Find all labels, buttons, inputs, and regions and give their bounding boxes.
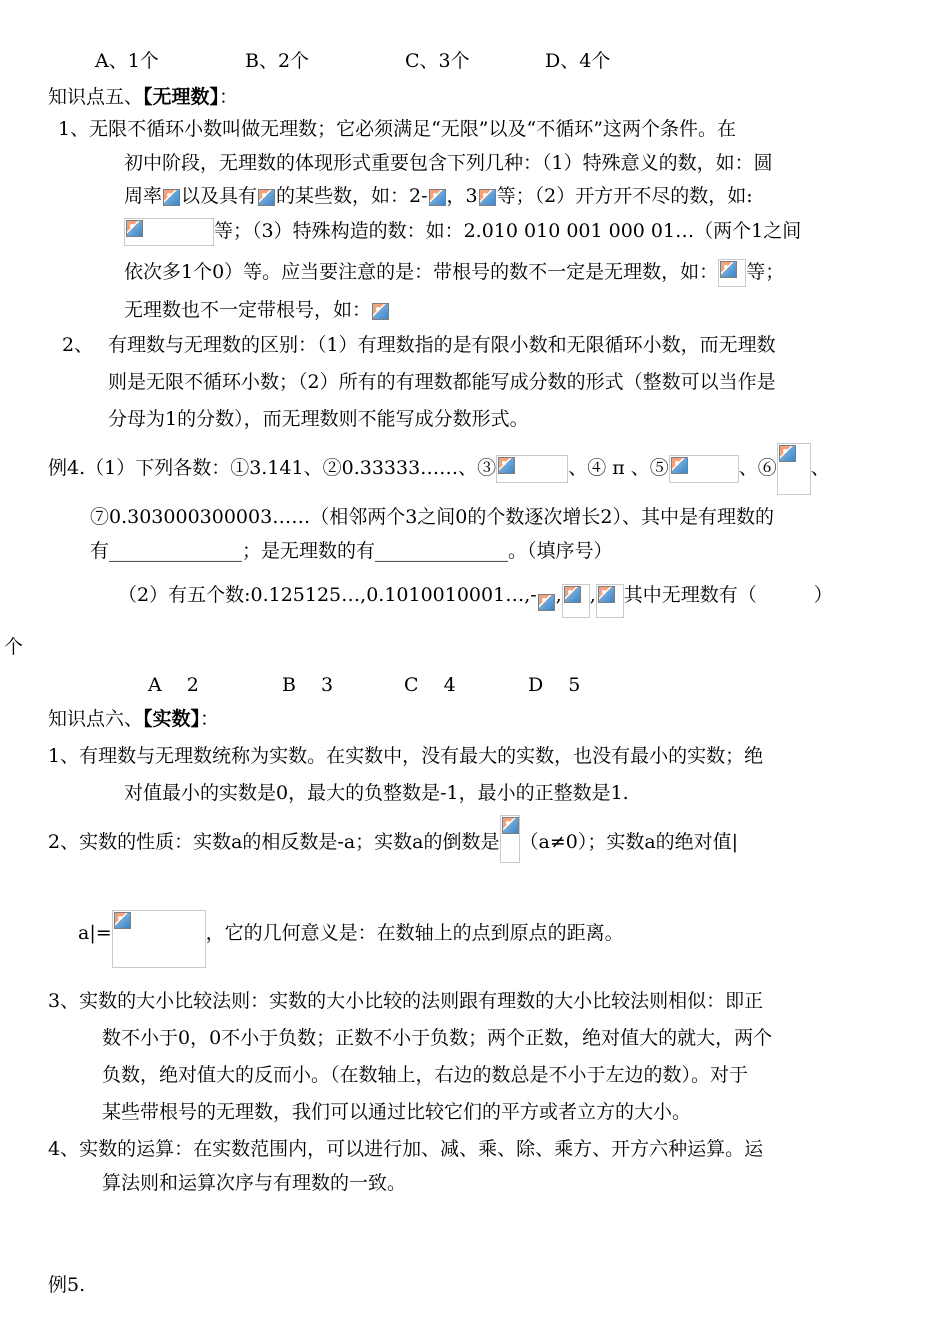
broken-image-icon: [598, 586, 615, 603]
text-fragment: 等；（2）开方开不尽的数，如:: [496, 185, 753, 207]
broken-image-icon: [126, 220, 143, 237]
option-c: C、3个: [405, 50, 470, 72]
text-fragment: 、: [810, 457, 830, 479]
s6-item4-line2: 算法则和运算次序与有理数的一致。: [102, 1172, 407, 1194]
section6-heading-bracket: 【实数】: [143, 708, 201, 730]
formula-image-pi3: [428, 188, 447, 207]
ex4-q2: [118, 574, 833, 618]
s6-item3-line3: 负数，绝对值大的反而小。（在数轴上，右边的数总是不小于左边的数）。对于: [102, 1064, 749, 1086]
broken-image-icon: [671, 457, 688, 474]
formula-image-q2-2: [562, 584, 590, 618]
text-fragment: 、④ π 、⑤: [568, 457, 669, 479]
ex4-line2: ⑦0.303000300003……（相邻两个3之间0的个数逐次增长2）、其中是有理数的: [90, 506, 774, 528]
option-b: B、2个: [245, 50, 310, 72]
s5-item1-line6: [124, 297, 390, 323]
section5-heading-label: 知识点五、: [48, 86, 144, 108]
s5-item2-num: 2、: [62, 334, 94, 356]
formula-image-roots: [124, 218, 214, 246]
broken-image-icon: [498, 457, 515, 474]
broken-image-icon: [538, 594, 555, 611]
broken-image-icon: [114, 912, 131, 929]
formula-image-q2-1: [537, 593, 556, 612]
broken-image-icon: [479, 189, 496, 206]
text-fragment: 等；（3）特殊构造的数：如：2.010 010 001 000 01…（两个1之间: [214, 220, 802, 242]
text-fragment: a|=: [78, 922, 112, 944]
ex4-option-d: D 5: [528, 674, 581, 696]
s6-item3-line4: 某些带根号的无理数，我们可以通过比较它们的平方或者立方的大小。: [102, 1101, 692, 1123]
text-fragment: ，3: [446, 185, 478, 207]
ex4-option-b: B 3: [282, 674, 334, 696]
text-fragment: 例4.（1）下列各数：①3.141、②0.33333……、③: [48, 457, 497, 479]
formula-image-reciprocal: [500, 815, 520, 863]
broken-image-icon: [564, 586, 581, 603]
formula-image-pi5: [371, 302, 390, 321]
text-fragment: ,: [555, 584, 562, 606]
formula-image-pi2: [257, 188, 276, 207]
text-fragment: （2）有五个数:0.125125…,0.1010010001…,-: [118, 584, 537, 606]
formula-image-absolute-value: [112, 910, 206, 968]
formula-image-3: [496, 455, 568, 483]
s5-item2-line2: 则是无限不循环小数；（2）所有的有理数都能写成分数的形式（整数可以当作是: [108, 371, 776, 393]
text-fragment: 依次多1个0）等。应当要注意的是：带根号的数不一定是无理数，如：: [124, 261, 719, 283]
broken-image-icon: [258, 189, 275, 206]
formula-image-q2-3: [596, 584, 624, 618]
ex4-q2-unit: 个: [4, 636, 24, 658]
broken-image-icon: [779, 445, 796, 462]
text-fragment: 周率: [124, 185, 163, 207]
section5-heading-colon: ：: [219, 86, 239, 108]
s6-item2-line1: [48, 829, 738, 863]
s6-item4-line1: 4、实数的运算：在实数范围内，可以进行加、减、乘、除、乘方、开方六种运算。运: [48, 1138, 764, 1160]
broken-image-icon: [720, 261, 737, 278]
text-fragment: 无理数也不一定带根号，如：: [124, 299, 372, 321]
s5-item1-line1: 1、无限不循环小数叫做无理数；它必须满足“无限”以及“不循环”这两个条件。在: [58, 118, 736, 140]
text-fragment: ，它的几何意义是：在数轴上的点到原点的距离。: [205, 922, 624, 944]
s5-item2-line3: 分母为1的分数），而无理数则不能写成分数形式。: [108, 408, 529, 430]
text-fragment: 的某些数，如：2-: [276, 185, 428, 207]
s5-item1-line4: [124, 218, 801, 246]
formula-image-5: [669, 455, 739, 483]
text-fragment: 等；: [746, 261, 785, 283]
s6-item1-line1: 1、有理数与无理数统称为实数。在实数中，没有最大的实数，也没有最小的实数；绝: [48, 745, 764, 767]
section5-heading: [48, 84, 238, 110]
broken-image-icon: [163, 189, 180, 206]
s6-item2-line2: [78, 920, 624, 968]
text-fragment: （a≠0）；实数a的绝对值|: [519, 831, 739, 853]
formula-image-sqrt4: [718, 259, 746, 287]
ex4-line1: [48, 455, 830, 495]
s5-item2-line1: 有理数与无理数的区别：（1）有理数指的是有限小数和无限循环小数，而无理数: [108, 334, 776, 356]
text-fragment: 、⑥: [738, 457, 777, 479]
option-a: A、1个: [95, 50, 159, 72]
ex4-option-a: A 2: [148, 674, 199, 696]
broken-image-icon: [372, 303, 389, 320]
ex4-line3: 有______________；是无理数的有______________。（填序号）: [90, 540, 613, 562]
section6-heading: [48, 706, 219, 732]
s6-item1-line2: 对值最小的实数是0，最大的负整数是-1，最小的正整数是1.: [124, 782, 629, 804]
text-fragment: ,: [589, 584, 596, 606]
s6-item3-line1: 3、实数的大小比较法则：实数的大小比较的法则跟有理数的大小比较法则相似：即正: [48, 990, 764, 1012]
text-fragment: 2、实数的性质：实数a的相反数是-a；实数a的倒数是: [48, 831, 500, 853]
example5-label: 例5.: [48, 1274, 86, 1296]
broken-image-icon: [502, 817, 519, 834]
section6-heading-label: 知识点六、: [48, 708, 144, 730]
s5-item1-line3: [124, 183, 753, 209]
section5-heading-bracket: 【无理数】: [143, 86, 220, 108]
text-fragment: 其中无理数有（ ）: [623, 584, 833, 606]
option-d: D、4个: [545, 50, 611, 72]
s5-item1-line2: 初中阶段，无理数的体现形式重要包含下列几种：（1）特殊意义的数，如：圆: [124, 152, 773, 174]
formula-image-pi4: [478, 188, 497, 207]
s6-item3-line2: 数不小于0，0不小于负数；正数不小于负数；两个正数，绝对值大的就大，两个: [102, 1027, 773, 1049]
formula-image-pi: [162, 188, 181, 207]
formula-image-6: [777, 443, 811, 495]
broken-image-icon: [429, 189, 446, 206]
s5-item1-line5: [124, 259, 784, 287]
ex4-option-c: C 4: [404, 674, 456, 696]
section6-heading-colon: ：: [200, 708, 220, 730]
text-fragment: 以及具有: [181, 185, 258, 207]
